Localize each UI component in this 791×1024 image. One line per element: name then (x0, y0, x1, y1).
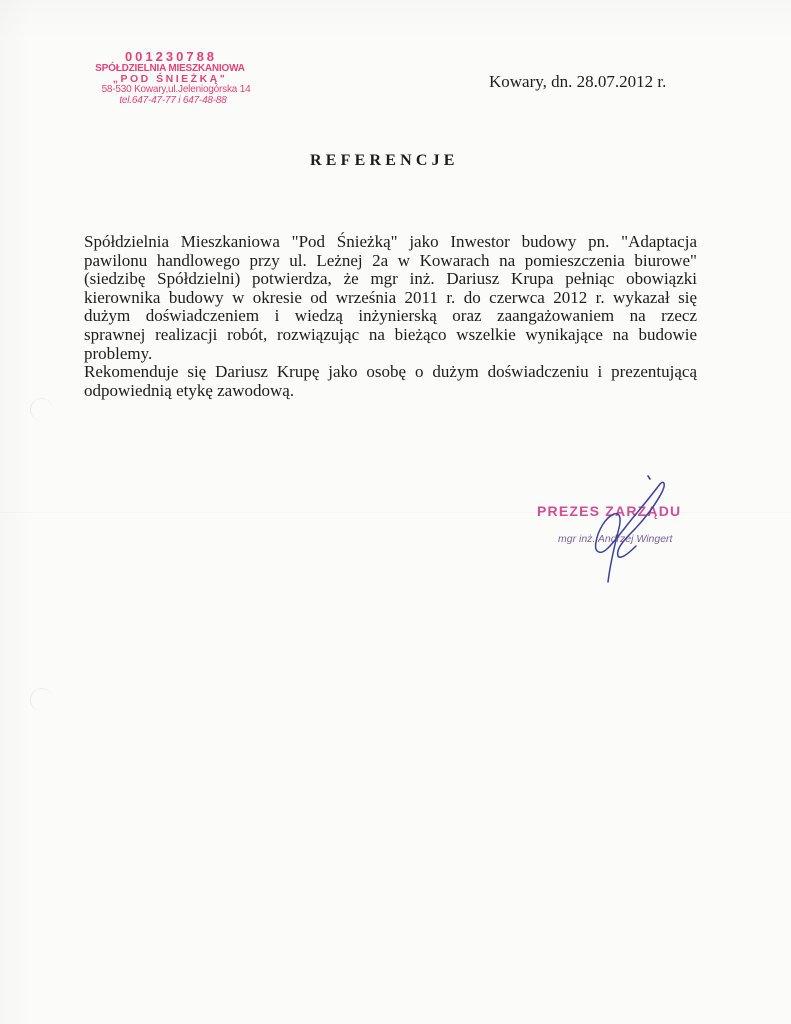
body-line: Rekomenduje się Dariusz Krupę jako osobę o dużym doświadczeniu i prezentującą (84, 362, 697, 382)
body-line: Spółdzielnia Mieszkaniowa "Pod Śnieżką" jako Inwestor budowy pn. "Adaptacja (84, 232, 697, 251)
punch-hole-mark (30, 398, 53, 421)
stamp-phone: tel.647-47-77 i 647-48-88 (119, 94, 227, 106)
body-line: sprawnej realizacji robót, rozwiązując na bieżąco wszelkie wynikające na budowie (84, 324, 697, 344)
stamp-organization: SPÓŁDZIELNIA MIESZKANIOWA (95, 62, 245, 74)
stamp-name: „POD ŚNIEŻKĄ" (112, 73, 228, 86)
body-line: kierownika budowy w okresie od września 2011 r. do czerwca 2012 r. wykazał się (84, 287, 697, 307)
handwritten-signature-icon (580, 470, 690, 590)
body-line: problemy. (84, 343, 153, 363)
body-line: pawilonu handlowego przy ul. Leżnej 2a w Kowarach na pomieszczenia biurowe" (84, 250, 697, 270)
signature-title-stamp: PREZES ZARZĄDU (537, 503, 682, 519)
paragraph-1 (84, 233, 697, 363)
body-line: odpowiednią etykę zawodową. (84, 380, 295, 400)
paragraph-2 (84, 363, 697, 400)
organization-stamp (78, 50, 268, 106)
document-title: REFERENCJE (310, 152, 459, 169)
signature-name-stamp: mgr inż. Andrzej Wingert (558, 533, 673, 545)
stamp-address: 58-530 Kowary,ul.Jeleniogórska 14 (101, 84, 251, 96)
punch-hole-mark (30, 688, 53, 711)
document-date: Kowary, dn. 28.07.2012 r. (489, 72, 667, 91)
body-line: (siedzibę Spółdzielni) potwierdza, że mgr inż. Dariusz Krupa pełniąc obowiązki (84, 269, 697, 289)
body-line: dużym doświadczeniem i wiedzą inżynierską oraz zaangażowaniem na rzecz (84, 306, 697, 326)
stamp-number: 001230788 (124, 49, 218, 64)
document-body (84, 233, 697, 400)
